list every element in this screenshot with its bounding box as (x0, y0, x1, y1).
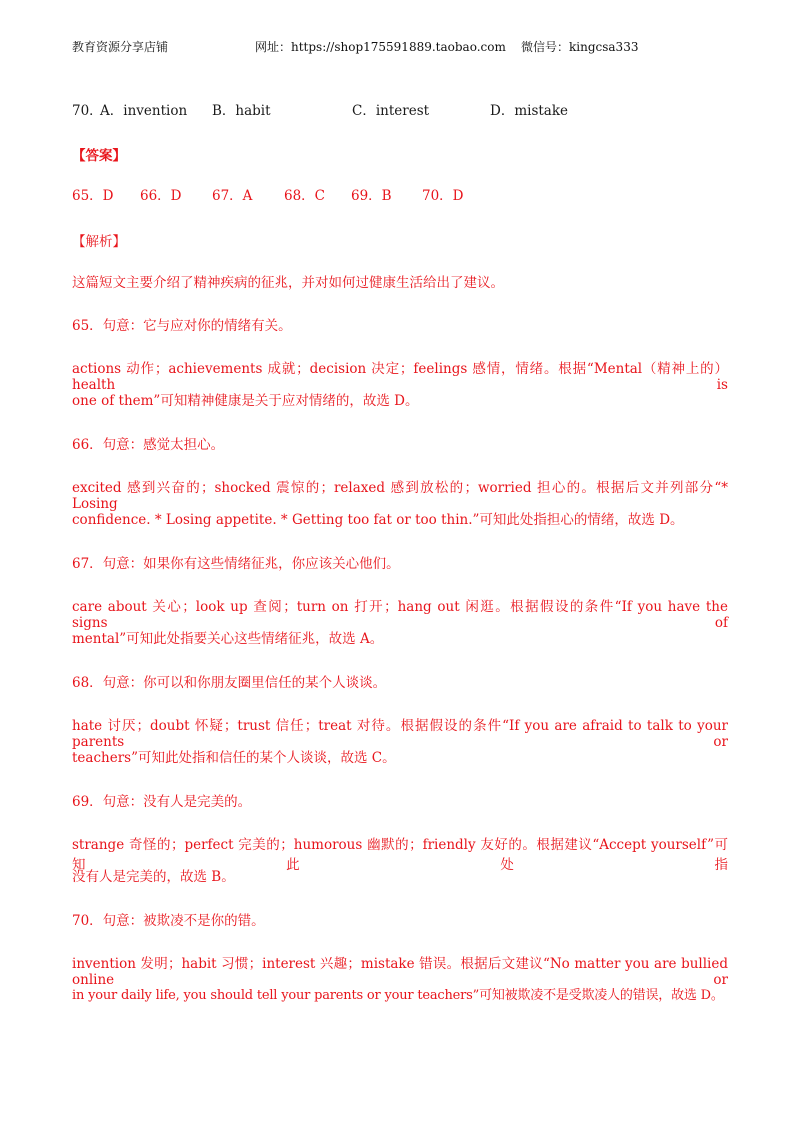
shop-name: 教育资源分享店铺 (72, 40, 169, 54)
answer-item: 69．B (351, 188, 392, 204)
option-c: C．interest (352, 103, 430, 119)
answer-list (72, 184, 728, 204)
item-68-line: hate 讨厌；doubt 怀疑；trust 信任；treat 对待。根据假设的条件“If you are afraid to talk to your parents or (72, 718, 728, 750)
option-a: A．invention (100, 103, 188, 119)
wechat-id: 微信号：kingcsa333 (521, 40, 639, 54)
item-66-title: 66．句意：感觉太担心。 (72, 437, 225, 453)
item-70-line: in your daily life, you should tell your parents or your teachers”可知被欺凌不是受欺凌人的错误，故选 D。 (72, 988, 724, 1003)
question-70 (72, 99, 728, 119)
page-header (0, 38, 800, 58)
answer-item: 70．D (422, 188, 464, 204)
item-68-title: 68．句意：你可以和你朋友圈里信任的某个人谈谈。 (72, 675, 387, 691)
option-d: D．mistake (490, 103, 569, 119)
option-b: B．habit (212, 103, 271, 119)
item-65-title: 65．句意：它与应对你的情绪有关。 (72, 318, 292, 334)
shop-url[interactable]: 网址：https://shop175591889.taobao.com (255, 40, 506, 54)
answer-item: 65．D (72, 188, 114, 204)
item-67-line: mental”可知此处指要关心这些情绪征兆，故选 A。 (72, 631, 384, 647)
item-66-line: confidence. * Losing appetite. * Getting too fat or too thin.”可知此处指担心的情绪，故选 D。 (72, 512, 684, 528)
item-69-title: 69．句意：没有人是完美的。 (72, 794, 252, 810)
answer-item: 66．D (140, 188, 182, 204)
item-65-line: one of them”可知精神健康是关于应对情绪的，故选 D。 (72, 393, 419, 409)
item-70-title: 70．句意：被欺凌不是你的错。 (72, 913, 265, 929)
question-number: 70． (72, 103, 103, 119)
item-67-title: 67．句意：如果你有这些情绪征兆，你应该关心他们。 (72, 556, 400, 572)
answer-item: 68．C (284, 188, 326, 204)
answer-item: 67．A (212, 188, 253, 204)
item-68-line: teachers”可知此处指和信任的某个人谈谈，故选 C。 (72, 750, 396, 766)
item-65-line: actions 动作；achievements 成就；decision 决定；feelings 感情，情绪。根据“Mental（精神上的）health is (72, 361, 728, 393)
item-67-line: care about 关心；look up 查阅；turn on 打开；hang out 闲逛。根据假设的条件“If you have the signs of (72, 599, 728, 631)
item-69-line: strange 奇怪的；perfect 完美的；humorous 幽默的；friendly 友好的。根据建议“Accept yourself”可知此处指 (72, 837, 728, 873)
item-69-line: 没有人是完美的，故选 B。 (72, 869, 235, 885)
item-70-line: invention 发明；habit 习惯；interest 兴趣；mistake 错误。根据后文建议“No matter you are bullied online or (72, 956, 728, 988)
analysis-heading: 【解析】 (72, 234, 126, 250)
answer-heading: 【答案】 (72, 148, 126, 164)
summary-text: 这篇短文主要介绍了精神疾病的征兆，并对如何过健康生活给出了建议。 (72, 275, 504, 291)
item-66-line: excited 感到兴奋的；shocked 震惊的；relaxed 感到放松的；worried 担心的。根据后文并列部分“* Losing (72, 480, 728, 512)
